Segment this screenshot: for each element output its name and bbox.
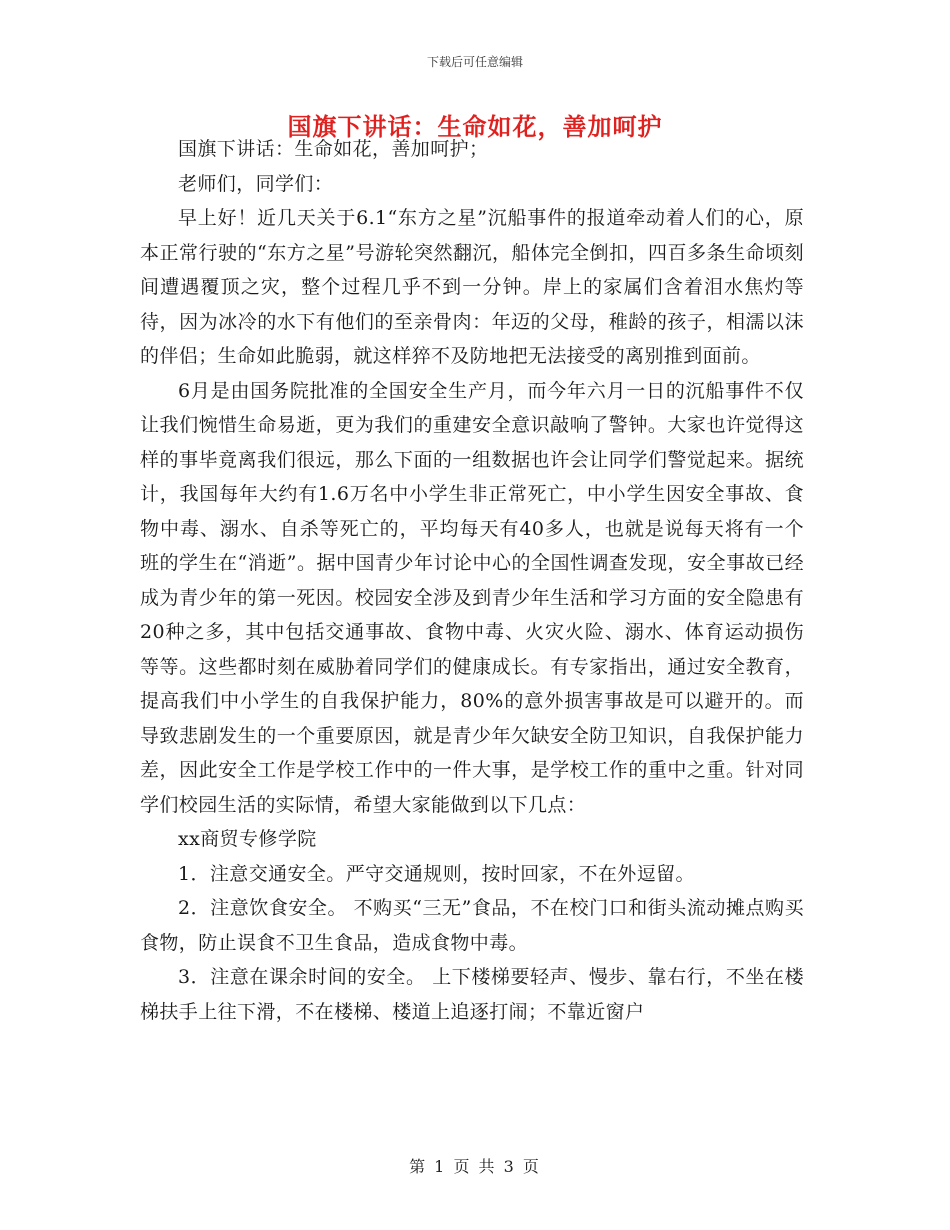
paragraph-statistics: 6月是由国务院批准的全国安全生产月，而今年六月一日的沉船事件不仅让我们惋惜生命易逝，更为我们的重建安全意识敲响了警钟。大家也许觉得这样的事毕竟离我们很远，那么下面的一组数据也许会让同学们警觉起来。据统计，我国每年大约有1.6万名中小学生非正常死亡，中小学生因安全事故、食物中毒、溺水、自杀等死亡的，平均每天有40多人，也就是说每天将有一个班的学生在“消逝”。据中国青少年讨论中心的全国性调查发现，安全事故已经成为青少年的第一死因。校园安全涉及到青少年生活和学习方面的安全隐患有20种之多，其中包括交通事故、食物中毒、火灾火险、溺水、体育运动损伤等等。这些都时刻在威胁着同学们的健康成长。有专家指出，通过安全教育，提高我们中小学生的自我保护能力，80%的意外损害事故是可以避开的。而导致悲剧发生的一个重要原因，就是青少年欠缺安全防卫知识，自我保护能力差，因此安全工作是学校工作中的一件大事，是学校工作的重中之重。针对同学们校园生活的实际情，希望大家能做到以下几点：	[140, 379, 804, 816]
document-title: 国旗下讲话：生命如花，善加呵护	[287, 112, 663, 141]
paragraph-point-3: 3．注意在课余时间的安全。 上下楼梯要轻声、慢步、靠右行，不坐在楼梯扶手上往下滑，不在楼梯、楼道上追逐打闹；不靠近窗户	[140, 966, 804, 1023]
page-footer: 第 1 页 共 3 页	[409, 1157, 541, 1176]
paragraph-point-1: 1．注意交通安全。严守交通规则，按时回家，不在外逗留。	[178, 862, 695, 885]
document-body	[140, 132, 804, 1029]
paragraph-opening: 早上好！近几天关于6.1“东方之星”沉船事件的报道牵动着人们的心，原本正常行驶的“东方之星”号游轮突然翻沉，船体完全倒扣，四百多条生命顷刻间遭遇覆顶之灾，整个过程几乎不到一分钟。岸上的家属们含着泪水焦灼等待，因为冰冷的水下有他们的至亲骨肉：年迈的父母，稚龄的孩子，相濡以沫的伴侣；生命如此脆弱，就这样猝不及防地把无法接受的离别推到面前。	[140, 207, 804, 367]
paragraph-school-name: xx商贸专修学院	[178, 828, 317, 850]
header-note: 下载后可任意编辑	[426, 55, 523, 69]
paragraph-point-2: 2．注意饮食安全。 不购买“三无”食品，不在校门口和街头流动摊点购买食物，防止误食不卫生食品，造成食物中毒。	[140, 897, 804, 954]
paragraph-subtitle: 国旗下讲话：生命如花，善加呵护；	[178, 138, 489, 160]
paragraph-salutation: 老师们，同学们：	[178, 172, 334, 195]
